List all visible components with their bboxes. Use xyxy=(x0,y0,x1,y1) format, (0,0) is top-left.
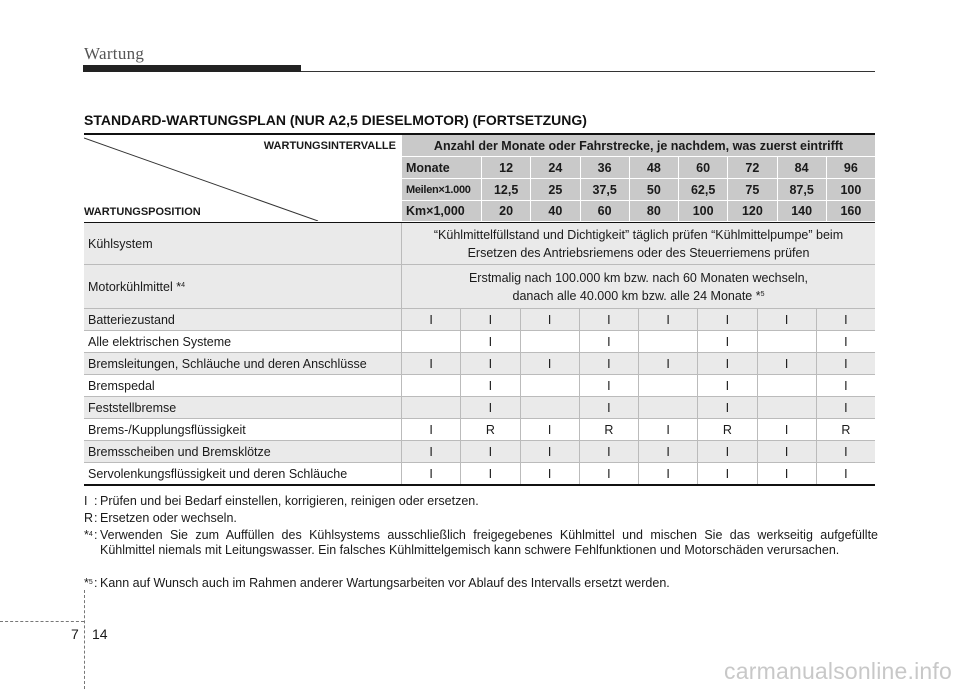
table-cell: I xyxy=(639,353,698,374)
miles-value: 50 xyxy=(630,179,679,200)
footnote-ref: 5 xyxy=(88,579,93,586)
km-value: 40 xyxy=(531,201,580,221)
table-cell: I xyxy=(698,353,757,374)
legend-text: Prüfen und bei Bedarf einstellen, korrigieren, reinigen oder ersetzen. xyxy=(100,494,479,508)
table-cell: R xyxy=(461,419,520,440)
legend-text: Kann auf Wunsch auch im Rahmen anderer Wartungsarbeiten vor Ablauf des Intervalls ersetzt werden. xyxy=(100,576,670,590)
table-cell: I xyxy=(639,419,698,440)
table-cell: I xyxy=(461,309,520,330)
row-label: Batteriezustand xyxy=(84,309,402,330)
miles-value: 62,5 xyxy=(679,179,728,200)
months-value: 24 xyxy=(531,157,580,178)
table-corner-cell xyxy=(84,135,402,221)
legend-item xyxy=(84,511,878,526)
note-line: “Kühlmittelfüllstand und Dichtigkeit” täglich prüfen “Kühlmittelpumpe” beim xyxy=(433,227,844,242)
table-row xyxy=(84,352,875,374)
corner-label-intervals: WARTUNGSINTERVALLE xyxy=(263,140,396,152)
table-cell xyxy=(402,397,461,418)
row-label: Alle elektrischen Systeme xyxy=(84,331,402,352)
legend-text: Verwenden Sie zum Auffüllen des Kühlsystems ausschließlich freigegebenes Kühlmittel und mischen Sie das werkseitig aufgefüllte Kühlmittel niemals mit Leitungswasser. Ein falsches Kühlmittelgemisch kann schwere Fehlfunktionen und Motorschäden verursachen. xyxy=(100,528,878,557)
miles-value: 75 xyxy=(728,179,777,200)
table-cell: I xyxy=(461,331,520,352)
table-cell: I xyxy=(461,397,520,418)
legend-colon: : xyxy=(94,511,98,525)
table-cell: I xyxy=(461,441,520,462)
miles-value: 87,5 xyxy=(778,179,827,200)
table-row-coolant-system xyxy=(84,222,875,264)
legend-item xyxy=(84,576,878,591)
months-value: 36 xyxy=(581,157,630,178)
months-value: 60 xyxy=(679,157,728,178)
km-value: 160 xyxy=(840,204,862,218)
table-cell: I xyxy=(844,378,848,393)
table-cell xyxy=(521,331,580,352)
legend-item xyxy=(84,528,878,558)
table-cell: I xyxy=(461,463,520,484)
table-cell: I xyxy=(698,397,757,418)
table-cell: I xyxy=(698,441,757,462)
table-row xyxy=(84,418,875,440)
months-value: 84 xyxy=(778,157,827,178)
legend-colon: : xyxy=(94,528,98,542)
km-value: 140 xyxy=(778,201,827,221)
header-accent-bar xyxy=(83,65,301,72)
months-value: 48 xyxy=(630,157,679,178)
table-row xyxy=(84,374,875,396)
footnote-ref: 4 xyxy=(181,282,185,289)
row-note xyxy=(402,223,875,264)
table-row-engine-coolant xyxy=(84,264,875,308)
table-cell: I xyxy=(844,466,848,481)
legend-colon: : xyxy=(94,576,98,590)
table-cell xyxy=(639,397,698,418)
table-cell: I xyxy=(521,463,580,484)
section-title: STANDARD-WARTUNGSPLAN (NUR A2,5 DIESELMOTOR) (FORTSETZUNG) xyxy=(84,112,587,128)
km-value: 120 xyxy=(728,201,777,221)
corner-label-position: WARTUNGSPOSITION xyxy=(84,206,201,218)
legend-key: I xyxy=(84,494,88,508)
miles-value: 25 xyxy=(531,179,580,200)
table-cell: I xyxy=(580,463,639,484)
page-divider-horizontal xyxy=(0,621,84,622)
table-cell: I xyxy=(461,375,520,396)
table-cell: I xyxy=(844,400,848,415)
table-row xyxy=(84,440,875,462)
table-cell: I xyxy=(758,419,817,440)
table-cell: I xyxy=(580,375,639,396)
table-cell: I xyxy=(758,353,817,374)
table-cell xyxy=(758,331,817,352)
table-cell: I xyxy=(758,441,817,462)
legend-key: *$^4$ xyxy=(84,528,93,542)
table-cell xyxy=(639,375,698,396)
table-cell: I xyxy=(580,441,639,462)
table-cell: I xyxy=(698,375,757,396)
table-cell: I xyxy=(844,444,848,459)
table-cell: I xyxy=(580,309,639,330)
chapter-number: 7 xyxy=(71,626,79,642)
table-row xyxy=(84,308,875,330)
legend-key: *$^5$ xyxy=(84,576,93,590)
table-cell: I xyxy=(402,353,461,374)
table-cell: R xyxy=(698,419,757,440)
miles-value: 12,5 xyxy=(482,179,531,200)
table-cell: I xyxy=(461,353,520,374)
table-cell: I xyxy=(639,463,698,484)
legend-key: R xyxy=(84,511,94,525)
table-row xyxy=(84,396,875,418)
page-divider-vertical xyxy=(84,590,85,689)
table-cell: I xyxy=(521,441,580,462)
table-cell xyxy=(402,375,461,396)
footnote-ref: 5 xyxy=(760,290,765,298)
miles-value: 37,5 xyxy=(581,179,630,200)
table-cell: I xyxy=(844,312,848,327)
note-line: Ersetzen des Antriebsriemens oder des Steuerriemens prüfen xyxy=(467,245,810,260)
miles-label: Meilen×1.000 xyxy=(402,179,482,200)
table-row xyxy=(84,330,875,352)
table-row xyxy=(84,462,875,484)
table-cell: I xyxy=(580,331,639,352)
legend-item xyxy=(84,494,878,509)
row-label: Bremspedal xyxy=(84,375,402,396)
km-label: Km×1,000 xyxy=(402,201,482,221)
table-cell xyxy=(402,331,461,352)
table-cell: I xyxy=(639,441,698,462)
legend-colon: : xyxy=(94,494,98,508)
table-cell: I xyxy=(402,463,461,484)
table-cell: I xyxy=(698,463,757,484)
watermark: carmanualsonline.info xyxy=(724,658,952,684)
miles-value: 100 xyxy=(840,182,862,197)
interval-header: Anzahl der Monate oder Fahrstrecke, je nachdem, was zuerst eintrifft xyxy=(402,135,875,157)
months-value: 96 xyxy=(843,160,858,175)
table-cell: I xyxy=(698,331,757,352)
km-value: 80 xyxy=(630,201,679,221)
table-cell: R xyxy=(841,422,851,437)
km-row xyxy=(402,201,875,222)
table-cell: I xyxy=(580,397,639,418)
months-label: Monate xyxy=(402,157,482,178)
page-number: 14 xyxy=(92,626,108,642)
months-value: 72 xyxy=(728,157,777,178)
table-cell: I xyxy=(402,309,461,330)
note-line: danach alle 40.000 km bzw. alle 24 Monate *$^5$ xyxy=(512,288,765,303)
table-cell xyxy=(639,331,698,352)
table-cell: I xyxy=(844,356,848,371)
km-value: 60 xyxy=(581,201,630,221)
table-cell: I xyxy=(844,334,848,349)
footnote-ref: 4 xyxy=(88,531,93,538)
table-bottom-border xyxy=(84,484,875,486)
table-cell: I xyxy=(521,309,580,330)
row-label: Feststellbremse xyxy=(84,397,402,418)
note-line: Erstmalig nach 100.000 km bzw. nach 60 Monaten wechseln, xyxy=(468,270,809,285)
miles-row xyxy=(402,179,875,201)
months-row xyxy=(402,157,875,179)
row-note xyxy=(402,265,875,308)
row-label: Brems-/Kupplungsflüssigkeit xyxy=(84,419,402,440)
table-cell: I xyxy=(402,419,461,440)
table-cell xyxy=(521,397,580,418)
table-cell: I xyxy=(758,463,817,484)
table-cell: I xyxy=(402,441,461,462)
header-rule xyxy=(301,71,875,72)
km-value: 100 xyxy=(679,201,728,221)
row-label: Motorkühlmittel * $^4$ xyxy=(84,265,402,308)
row-label: Bremsleitungen, Schläuche und deren Anschlüsse xyxy=(84,353,402,374)
table-cell xyxy=(758,397,817,418)
km-value: 20 xyxy=(482,201,531,221)
page-header-title: Wartung xyxy=(84,44,145,63)
table-cell: I xyxy=(580,353,639,374)
table-cell: I xyxy=(521,419,580,440)
row-label: Kühlsystem xyxy=(84,223,402,264)
row-label: Servolenkungsflüssigkeit und deren Schläuche xyxy=(84,463,402,484)
table-cell: I xyxy=(698,309,757,330)
row-label: Bremsscheiben und Bremsklötze xyxy=(84,441,402,462)
table-cell: I xyxy=(521,353,580,374)
table-cell xyxy=(758,375,817,396)
table-cell: I xyxy=(639,309,698,330)
table-cell xyxy=(521,375,580,396)
table-cell: R xyxy=(580,419,639,440)
table-cell: I xyxy=(758,309,817,330)
months-value: 12 xyxy=(482,157,531,178)
legend-text: Ersetzen oder wechseln. xyxy=(100,511,237,525)
